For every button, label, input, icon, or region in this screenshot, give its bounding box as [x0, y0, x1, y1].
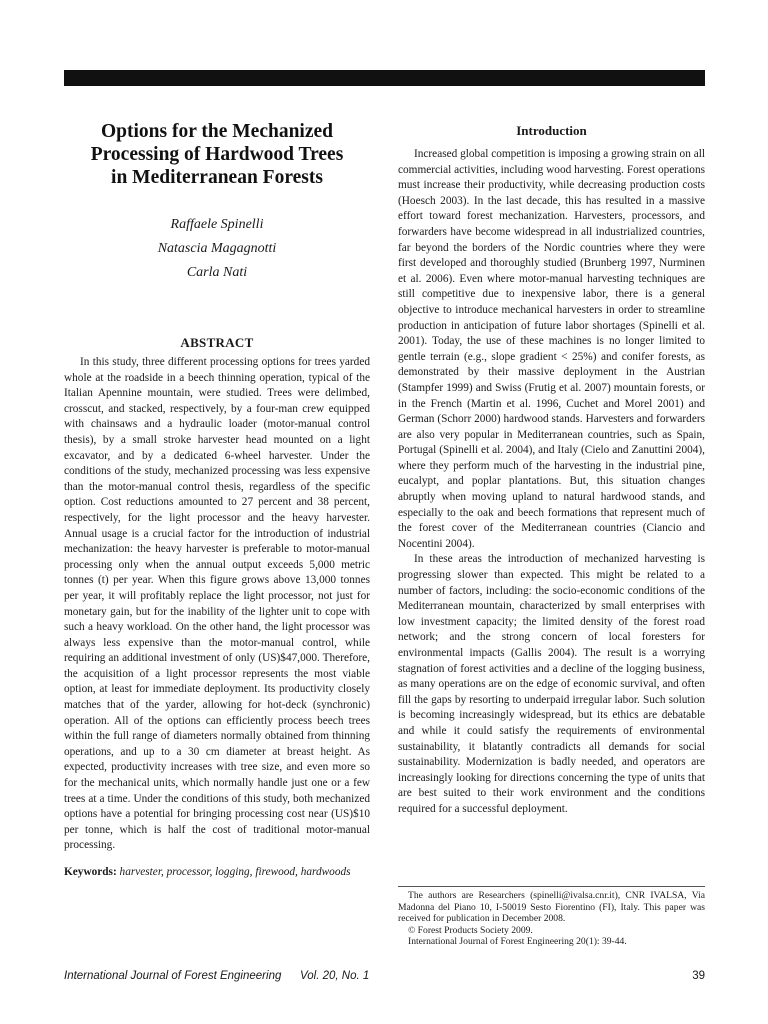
author-name: Carla Nati — [186, 265, 248, 280]
abstract-text: In this study, three different processing options for trees yarded whole at the roadside in a beech thinning operation, typical of the Italian Apennine mountain, were studied. Trees were delimbed, crosscut, and stacked, respectively, by a four-man crew equipped with chainsaws and a hydraulic loader (motor-manual control thesis), by a small stroke harvester head mounted on a light excavator, and by a dedicated 6-wheel harvester. Under the conditions of the study, mechanized processing was less expensive than the motor-manual control thesis, regardless of the specific option. Cost reductions amounted to 27 percent and 38 percent, respectively, for the light processor and the heavy harvester. Annual usage is a crucial factor for the introduction of industrial mechanization: the heavy harvester is preferable to motor-manual processing only when the annual output exceeds 5,000 metric tonnes (t) per year. When this figure grows above 13,000 tonnes per year, it will profitably replace the light processor, not just for monetary gain, but for the inability of the lighter unit to cope with such a heavy workload. On the other hand, the light processor was always less expensive than the motor-manual control, while requiring an additional investment of only (US)$47,000. Therefore, the acquisition of a light processor represents the most viable option, at least for immediate deployment. Its productivity closely matches that of the yarder, allowing for hot-deck (synchronic) operation. All of the options can efficiently process beech trees within the full range of diameters normally obtained from thinning operations, and up to a 30 cm diameter at breast height. As expected, productivity increases with tree size, and even more so for the mechanical units, which normally handle just one or a few trees at a time. Under the conditions of this study, both mechanized options have a potential for bringing processing cost near (US)$10 per tonne, which is half the cost of traditional motor-manual processing. — [64, 356, 370, 852]
title-line: Processing of Hardwood Trees — [90, 144, 344, 165]
keywords — [64, 865, 370, 880]
introduction-heading: Introduction — [516, 123, 587, 138]
footnote-citation: International Journal of Forest Engineering 20(1): 39-44. — [408, 936, 627, 948]
paper-title — [64, 120, 370, 189]
introduction-paragraph: Increased global competition is imposing a growing strain on all commercial activities, including wood harvesting. Forest operations must increase their productivity, while decreasing production costs (Hoesch 2003). In the last decade, this has resulted in a massive effort toward forest mechanization. Harvesters, processors, and forwarders have become widespread in all industrialized countries, far beyond the borders of the Nordic countries where they were first developed and thoroughly studied (Brunberg 1997, Nurminen et al. 2006). Even where motor-manual harvesting techniques are still competitive due to inexpensive labor, there is a general objective to introduce mechanical harvesters in order to streamline production in anticipation of future labor shortages (Spinelli et al. 2001). Today, the use of these machines is no longer limited to gentle terrain (e.g., slope gradient < 25%) and conifer forests, as demonstrated by their massive deployment in the Austrian (Stampfer 1999) and Swiss (Frutig et al. 2007) mountain forests, or in the French (Martin et al. 1996, Cuchet and Morel 2001) and German (Schorr 2000) hardwood stands. Harvesters and forwarders are also very popular in Mediterranean countries, such as Spain, Portugal (Spinelli et al. 2004), and Italy (Cielo and Zanuttini 2004), where they perform much of the harvesting in the industrial pine, eucalypt, and poplar plantations. But, this situation changes abruptly when moving upland to natural hardwood stands, and especially to the oak and beech formations that represent much of the forest cover of the Mediterranean countries (Ciancio and Nocentini 2004). — [398, 148, 705, 550]
title-line: Options for the Mechanized — [100, 121, 333, 142]
author-name: Natascia Magagnotti — [157, 241, 277, 256]
right-column — [398, 120, 705, 818]
footer-journal: International Journal of Forest Engineering — [64, 970, 282, 982]
footer-volume: Vol. 20, No. 1 — [300, 970, 370, 982]
page-number: 39 — [692, 970, 705, 982]
header-rule — [64, 70, 705, 86]
introduction-paragraph: In these areas the introduction of mechanized harvesting is progressing slower than expected. This might be related to a number of factors, including: the socio-economic conditions of the Mediterranean mountain, characterized by small enterprises with low investment capacity; the limited density of the forest road network; and the strong concern of local foresters for environmental impacts (Gallis 2004). The result is a worrying stagnation of forest activities and a decline of the logging business, as many operations are on the edge of economic survival, and often fill the gaps by resorting to underpaid irregular labor. Such solution is becoming increasingly widespread, but its ethics are debatable and while it could satisfy the requirements of environmental sustainability, it blatantly contradicts all demands for social sustainability. Modernization is badly needed, and operators are increasingly looking for directions concerning the type of units that are best suited to their work environment and the conditions required for a successful deployment. — [398, 553, 705, 815]
title-line: in Mediterranean Forests — [111, 167, 323, 188]
left-column — [64, 120, 370, 880]
page-footer — [64, 970, 705, 986]
author-list — [64, 213, 370, 285]
keywords-list: harvester, processor, logging, firewood, hardwoods — [119, 866, 351, 878]
author-footnote — [398, 886, 705, 948]
abstract-heading: ABSTRACT — [180, 335, 254, 350]
author-name: Raffaele Spinelli — [170, 217, 264, 232]
keywords-label: Keywords: — [64, 866, 117, 878]
footnote-copyright: © Forest Products Society 2009. — [408, 924, 533, 936]
footnote-affiliation: The authors are Researchers (spinelli@ivalsa.cnr.it), CNR IVALSA, Via Madonna del Piano 10, I-50019 Sesto Fiorentino (FI), Italy. This paper was received for publication in December 2008. — [398, 890, 705, 925]
